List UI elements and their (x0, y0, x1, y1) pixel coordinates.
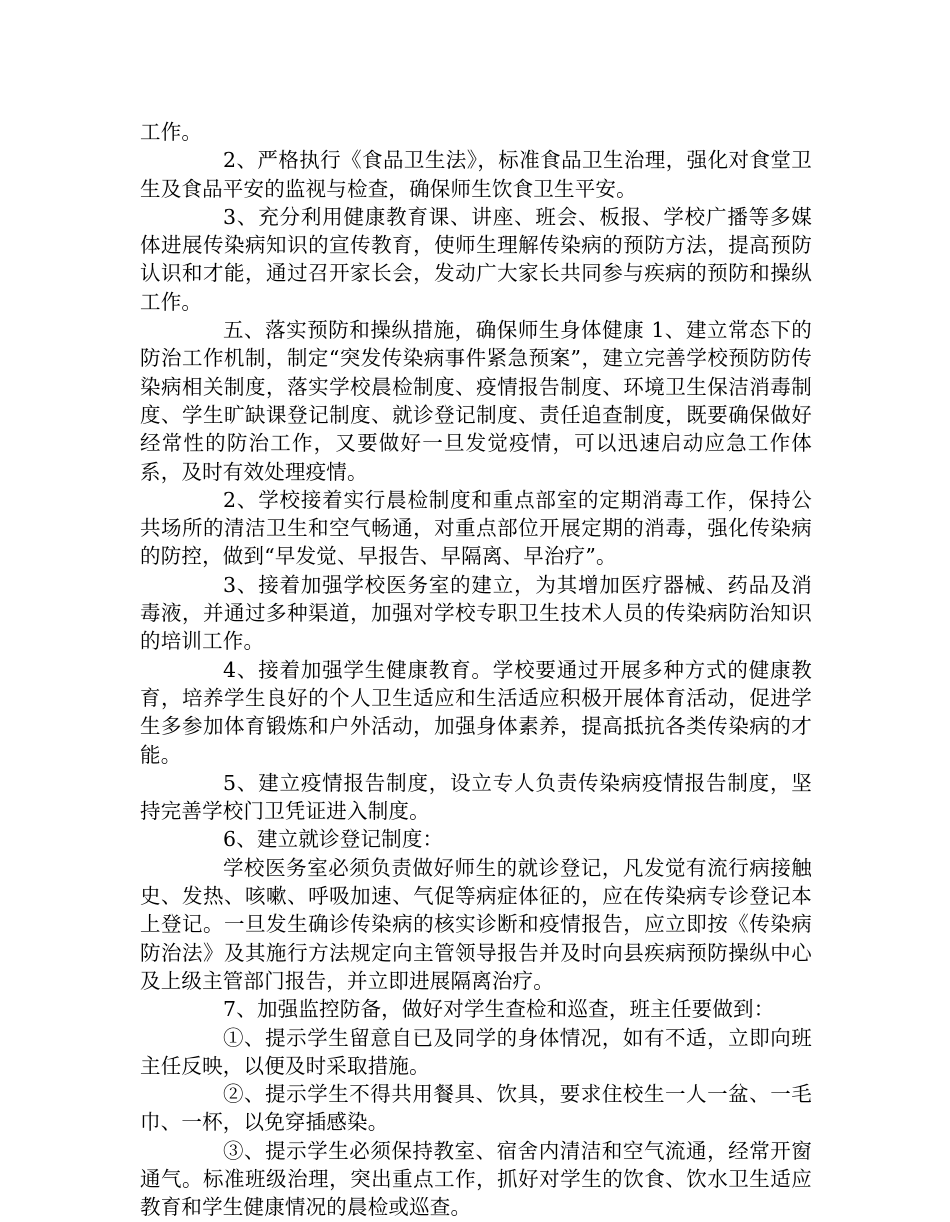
paragraph: 2、严格执行《食品卫生法》，标准食品卫生治理，强化对食堂卫生及食品平安的监视与检查，确保师生饮食卫生平安。 (140, 148, 812, 201)
paragraph: ③、提示学生必须保持教室、宿舍内清洁和空气流通，经常开窗通气。标准班级治理，突出重点工作，抓好对学生的饮食、饮水卫生适应教育和学生健康情况的晨检或巡查。 (140, 1138, 812, 1220)
paragraph: 7、加强监控防备，做好对学生查检和巡查，班主任要做到： (223, 997, 775, 1022)
paragraph: 3、接着加强学校医务室的建立，为其增加医疗器械、药品及消毒液，并通过多种渠道，加强对学校专职卫生技术人员的传染病防治知识的培训工作。 (140, 572, 812, 654)
paragraph: 4、接着加强学生健康教育。学校要通过开展多种方式的健康教育，培养学生良好的个人卫生适应和生活适应积极开展体育活动，促进学生多参加体育锻炼和户外活动，加强身体素养，提高抵抗各类传染病的才能。 (140, 657, 812, 767)
paragraph: 3、充分利用健康教育课、讲座、班会、板报、学校广播等多媒体进展传染病知识的宣传教育，使师生理解传染病的预防方法，提高预防认识和才能，通过召开家长会，发动广大家长共同参与疾病的预防和操纵工作。 (140, 204, 812, 314)
paragraph: ①、提示学生留意自已及同学的身体情况，如有不适，立即向班主任反映，以便及时采取措施。 (140, 1025, 812, 1078)
document-body (140, 118, 812, 1222)
paragraph: 工作。 (140, 120, 203, 144)
paragraph: 5、建立疫情报告制度，设立专人负责传染病疫情报告制度，坚持完善学校门卫凭证进入制度。 (140, 770, 812, 824)
paragraph: 学校医务室必须负责做好师生的就诊登记，凡发觉有流行病接触史、发热、咳嗽、呼吸加速、气促等病症体征的，应在传染病专诊登记本上登记。一旦发生确诊传染病的核实诊断和疫情报告，应立即按《传染病防治法》及其施行方法规定向主管领导报告并及时向县疾病预防操纵中心及上级主管部门报告，并立即进展隔离治疗。 (140, 855, 812, 993)
paragraph: 6、建立就诊登记制度： (223, 827, 444, 852)
paragraph: 五、落实预防和操纵措施，确保师生身体健康 1、建立常态下的防治工作机制，制定“突发传染病事件紧急预案”，建立完善学校预防防传染病相关制度，落实学校晨检制度、疫情报告制度、环境卫生保洁消毒制度、学生旷缺课登记制度、就诊登记制度、责任追查制度，既要确保做好经常性的防治工作，又要做好一旦发觉疫情，可以迅速启动应急工作体系，及时有效处理疫情。 (140, 318, 812, 484)
paragraph: ②、提示学生不得共用餐具、饮具，要求住校生一人一盆、一毛巾、一杯，以免穿插感染。 (140, 1082, 812, 1135)
paragraph: 2、学校接着实行晨检制度和重点部室的定期消毒工作，保持公共场所的清洁卫生和空气畅通，对重点部位开展定期的消毒，强化传染病的防控，做到“早发觉、早报告、早隔离、早治疗”。 (140, 487, 812, 569)
